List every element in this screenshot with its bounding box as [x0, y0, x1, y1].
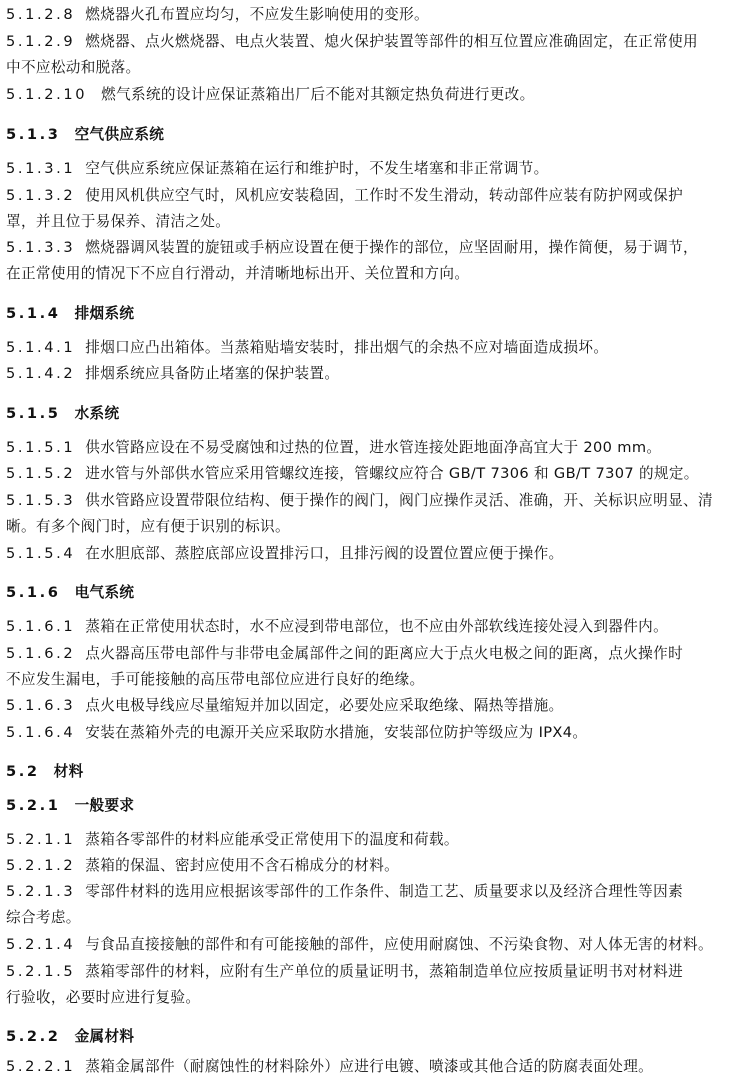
- clause-text: 零部件材料的选用应根据该零部件的工作条件、制造工艺、质量要求以及经济合理性等因素: [85, 883, 684, 900]
- clause-text: 安装在蒸箱外壳的电源开关应采取防水措施，安装部位防护等级应为 IPX4。: [85, 724, 588, 741]
- clause-continuation: [6, 263, 741, 285]
- section-number: 5.1.6: [6, 584, 61, 601]
- clause-text: 排烟系统应具备防止堵塞的保护装置。: [85, 365, 340, 382]
- clause-text: 蒸箱的保温、密封应使用不含石棉成分的材料。: [85, 857, 400, 874]
- clause-number: 5.1.4.1: [6, 339, 76, 356]
- clause-text: 点火器高压带电部件与非带电金属部件之间的距离应大于点火电极之间的距离，点火操作时: [85, 645, 684, 662]
- clause-number: 5.2.1.4: [6, 936, 76, 953]
- clause-continuation: [6, 57, 741, 79]
- section-title: 金属材料: [74, 1028, 135, 1045]
- clause-number: 5.1.6.1: [6, 618, 76, 635]
- section-number: 5.1.3: [6, 126, 61, 143]
- clause-text: 与食品直接接触的部件和有可能接触的部件，应使用耐腐蚀、不污染食物、对人体无害的材料。: [85, 936, 713, 953]
- clause-number: 5.2.2.1: [6, 1058, 76, 1075]
- clause-text: 罩，并且位于易保养、清洁之处。: [6, 213, 231, 230]
- clause-text: 使用风机供应空气时，风机应安装稳固，工作时不发生滑动，转动部件应装有防护网或保护: [85, 187, 684, 204]
- clause-text: 在水胆底部、蒸腔底部应设置排污口，且排污阀的设置位置应便于操作。: [85, 545, 564, 562]
- clause-5-2-1-5: [6, 961, 741, 983]
- section-heading-5-2: [6, 761, 741, 783]
- clause-5-1-2-8: [6, 4, 741, 26]
- section-heading-5-1-5: [6, 403, 741, 425]
- clause-5-1-2-9: [6, 31, 741, 53]
- section-number: 5.2: [6, 763, 40, 780]
- clause-5-1-6-1: [6, 616, 741, 638]
- clause-continuation: [6, 211, 741, 233]
- section-heading-5-2-1: [6, 795, 741, 817]
- clause-5-1-5-3: [6, 490, 741, 512]
- clause-number: 5.1.6.4: [6, 724, 76, 741]
- clause-5-1-6-2: [6, 643, 741, 665]
- section-heading-5-2-2: [6, 1026, 741, 1048]
- clause-5-1-3-3: [6, 237, 741, 259]
- clause-number: 5.1.5.1: [6, 439, 76, 456]
- clause-number: 5.2.1.2: [6, 857, 76, 874]
- clause-number: 5.1.2.10: [6, 86, 88, 103]
- clause-text: 蒸箱金属部件（耐腐蚀性的材料除外）应进行电镀、喷漆或其他合适的防腐表面处理。: [85, 1058, 654, 1075]
- clause-text: 蒸箱零部件的材料，应附有生产单位的质量证明书，蒸箱制造单位应按质量证明书对材料进: [85, 963, 684, 980]
- clause-5-2-1-3: [6, 881, 741, 903]
- clause-5-1-2-10: [6, 84, 741, 106]
- clause-number: 5.1.6.3: [6, 697, 76, 714]
- clause-5-1-3-1: [6, 158, 741, 180]
- section-title: 一般要求: [74, 797, 135, 814]
- clause-5-2-1-4: [6, 934, 741, 956]
- section-title: 水系统: [74, 405, 120, 422]
- clause-number: 5.1.3.2: [6, 187, 76, 204]
- clause-5-1-5-2: [6, 463, 741, 485]
- clause-continuation: [6, 669, 741, 691]
- section-heading-5-1-3: [6, 124, 741, 146]
- clause-5-2-2-1: [6, 1056, 741, 1078]
- clause-text: 燃烧器调风装置的旋钮或手柄应设置在便于操作的部位，应坚固耐用，操作简便，易于调节，: [85, 239, 698, 256]
- clause-5-1-5-1: [6, 437, 741, 459]
- clause-text: 不应发生漏电，手可能接触的高压带电部位应进行良好的绝缘。: [6, 671, 425, 688]
- clause-continuation: [6, 987, 741, 1009]
- clause-text: 在正常使用的情况下不应自行滑动，并清晰地标出开、关位置和方向。: [6, 265, 470, 282]
- clause-number: 5.2.1.1: [6, 831, 76, 848]
- section-number: 5.1.5: [6, 405, 61, 422]
- clause-number: 5.1.6.2: [6, 645, 76, 662]
- clause-text: 综合考虑。: [6, 909, 81, 926]
- clause-number: 5.2.1.3: [6, 883, 76, 900]
- clause-text: 供水管路应设在不易受腐蚀和过热的位置，进水管连接处距地面净高宜大于 200 mm。: [85, 439, 662, 456]
- clause-5-1-6-3: [6, 695, 741, 717]
- clause-number: 5.1.5.2: [6, 465, 76, 482]
- clause-number: 5.1.2.8: [6, 6, 76, 23]
- clause-text: 点火电极导线应尽量缩短并加以固定，必要处应采取绝缘、隔热等措施。: [85, 697, 564, 714]
- clause-text: 燃气系统的设计应保证蒸箱出厂后不能对其额定热负荷进行更改。: [101, 86, 535, 103]
- section-heading-5-1-4: [6, 303, 741, 325]
- clause-continuation: [6, 516, 741, 538]
- clause-number: 5.2.1.5: [6, 963, 76, 980]
- section-title: 电气系统: [74, 584, 135, 601]
- clause-5-1-4-2: [6, 363, 741, 385]
- clause-text: 行验收，必要时应进行复验。: [6, 989, 201, 1006]
- clause-number: 5.1.3.3: [6, 239, 76, 256]
- clause-text: 蒸箱在正常使用状态时，水不应浸到带电部位，也不应由外部软线连接处浸入到器件内。: [85, 618, 669, 635]
- clause-5-2-1-1: [6, 829, 741, 851]
- clause-text: 燃烧器火孔布置应均匀，不应发生影响使用的变形。: [85, 6, 429, 23]
- clause-number: 5.1.2.9: [6, 33, 76, 50]
- clause-5-1-5-4: [6, 543, 741, 565]
- section-heading-5-1-6: [6, 582, 741, 604]
- clause-text: 晰。有多个阀门时，应有便于识别的标识。: [6, 518, 290, 535]
- section-title: 材料: [53, 763, 84, 780]
- clause-number: 5.1.5.4: [6, 545, 76, 562]
- clause-text: 空气供应系统应保证蒸箱在运行和维护时，不发生堵塞和非正常调节。: [85, 160, 549, 177]
- clause-text: 蒸箱各零部件的材料应能承受正常使用下的温度和荷载。: [85, 831, 459, 848]
- section-number: 5.2.1: [6, 797, 61, 814]
- clause-text: 燃烧器、点火燃烧器、电点火装置、熄火保护装置等部件的相互位置应准确固定，在正常使用: [85, 33, 698, 50]
- clause-text: 进水管与外部供水管应采用管螺纹连接，管螺纹应符合 GB/T 7306 和 GB/T 7307 的规定。: [85, 465, 699, 482]
- clause-number: 5.1.4.2: [6, 365, 76, 382]
- clause-number: 5.1.3.1: [6, 160, 76, 177]
- section-number: 5.1.4: [6, 305, 61, 322]
- clause-5-1-4-1: [6, 337, 741, 359]
- section-title: 空气供应系统: [74, 126, 165, 143]
- clause-5-1-3-2: [6, 185, 741, 207]
- clause-5-2-1-2: [6, 855, 741, 877]
- clause-number: 5.1.5.3: [6, 492, 76, 509]
- clause-text: 中不应松动和脱落。: [6, 59, 141, 76]
- section-number: 5.2.2: [6, 1028, 61, 1045]
- clause-text: 排烟口应凸出箱体。当蒸箱贴墙安装时，排出烟气的余热不应对墙面造成损坏。: [85, 339, 609, 356]
- clause-text: 供水管路应设置带限位结构、便于操作的阀门，阀门应操作灵活、准确，开、关标识应明显、清: [85, 492, 713, 509]
- clause-5-1-6-4: [6, 722, 741, 744]
- section-title: 排烟系统: [74, 305, 135, 322]
- clause-continuation: [6, 907, 741, 929]
